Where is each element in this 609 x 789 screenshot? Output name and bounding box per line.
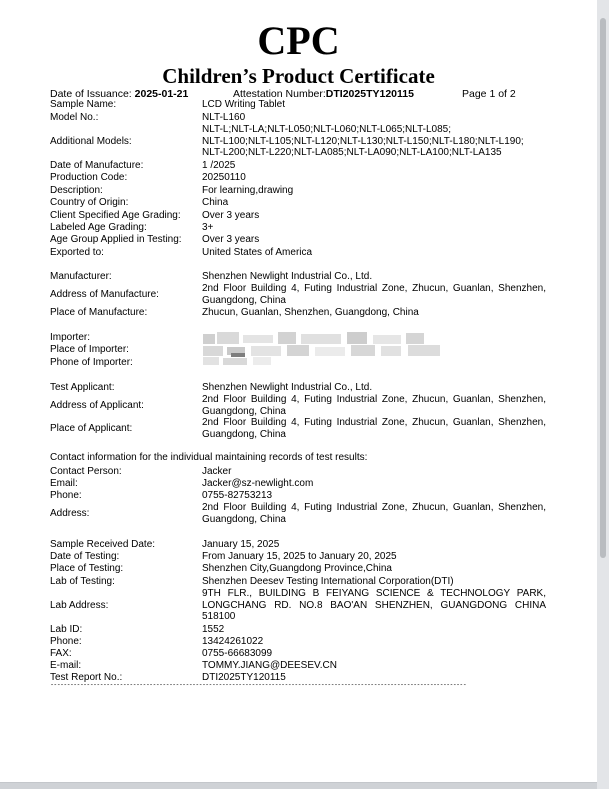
page-indicator: Page 1 of 2 [462,88,516,100]
redacted-importer-info [203,332,443,366]
certificate-subtitle: Children’s Product Certificate [162,64,435,88]
attestation-number: Attestation Number:DTI2025TY120115 [233,88,414,100]
cpc-title: CPC [257,18,340,63]
asterisk-separator: ****************************************************************************************************************************** [50,684,466,689]
contact-info-heading: Contact information for the individual maintaining records of test results: [50,452,368,463]
issuance-date: Date of Issuance: 2025-01-21 [50,88,189,100]
vertical-scrollbar[interactable] [597,0,609,789]
certificate-page: CPC Children’s Product Certificate Date of Issuance: 2025-01-21 Attestation Number:DTI2025TY120115 Page 1 of 2 Sample Name: LCD Writing Tablet Model No.: NLT-L160 Additional Models: NLT-L;NLT-LA;NLT-L050;NLT-L060;NLT-L065;NLT-L085; NLT-L100;NLT-L105;NLT-L120;NLT-L130;NLT-L150;NLT-L180;NLT-L190; NLT-L200;NLT-L220;NLT-LA085;NLT-LA090;NLT-LA100;NLT-LA135 Date of Manufacture: 1 /2025 Production Code: 20250110 Description: For learning,drawing Country of Origin: China Client Specified Age Grading: Over 3 years Labeled Age Grading: 3+ Age Group Applied in Testing: Over 3 years Exported to: United States of America Manufacturer: Shenzhen Newlight Industrial Co., Ltd. Address of Manufacture: 2nd Floor Building 4, Futing Industrial Zone, Zhucun, Guanlan, Shenzhen, Guangdong, China Place of Manufacture: Zhucun, Guanlan, Shenzhen, Guangdong, China Importer: Place of Importer: Phone of Importer: Test Applicant: Shenzhen Newlight Industrial Co., Ltd. Address of Applicant: 2nd Floor Building 4, Futing Industrial Zone, Zhucun, Guanlan, Shenzhen, Guangdong, China Place of Applicant: 2nd Floor Building 4, Futing Industrial Zone, Zhucun, Guanlan, Shenzhen, Guangdong, China Contact information for the individual maintaining records of test results: Contact Person: Jacker Email: Jacker@sz-newlight.com Phone: 0755-82753213 Address: 2nd Floor Building 4, Futing Industrial Zone, Zhucun, Guanlan, Shenzhen, Guangdong, China Sample Received Date: January 15, 2025 Date of Testing: From January 15, 2025 to January 20, 2025 Place of Testing: Shenzhen City,Guangdong Province,China Lab of Testing: Shenzhen Deesev Testing International Corporation(DTI) Lab Address: 9TH FLR., BUILDING B FEIYANG SCIENCE & TECHNOLOGY PARK, LONGCHANG RD. NO.8 BAO'AN SHENZHEN, GUANGDONG CHINA 518100 Lab ID: 1552 Phone: 13424261022 FAX: 0755-66683099 E-mail: TOMMY.JIANG@DEESEV.CN Test Report No.: DTI2025TY120115 ****************************************************************************************************************************** [0,0,597,782]
scrollbar-thumb[interactable] [600,18,606,558]
